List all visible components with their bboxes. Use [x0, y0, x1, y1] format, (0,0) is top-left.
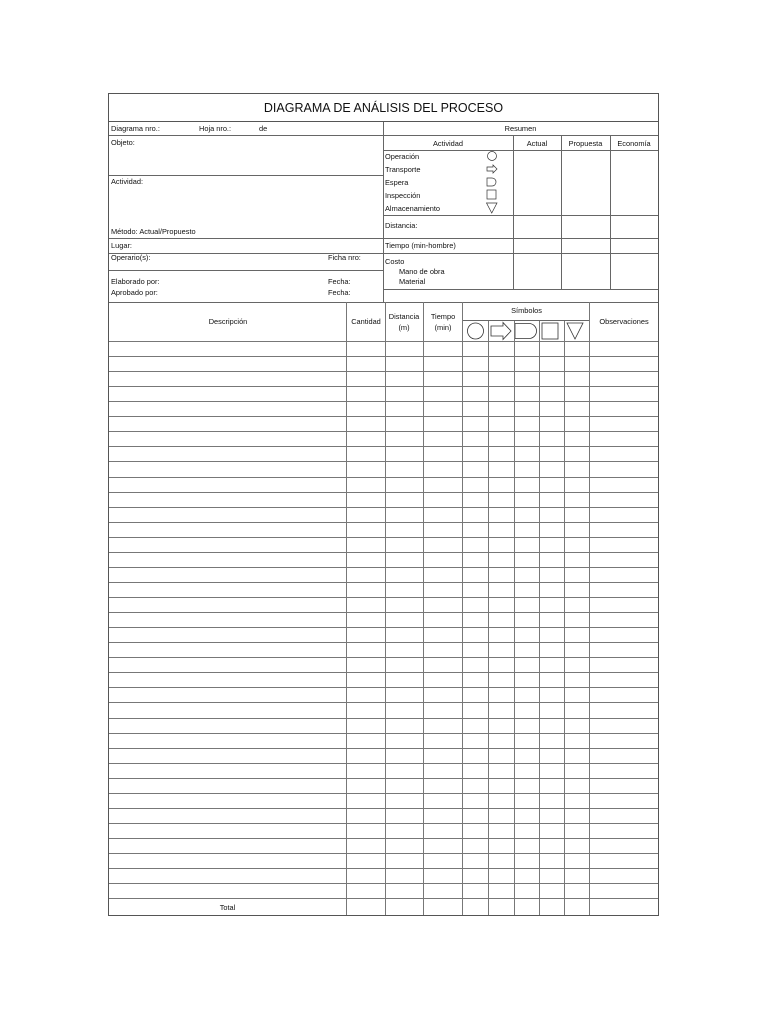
table-row: [109, 687, 658, 688]
table-row: [109, 552, 658, 553]
delay-icon: [487, 178, 496, 186]
activity-delay: Espera: [385, 178, 409, 187]
activity-storage: Almacenamiento: [385, 204, 441, 213]
table-row: [109, 341, 658, 342]
col-distance-unit: (m): [398, 323, 410, 332]
table-row: [109, 446, 658, 447]
activity-transport: Transporte: [385, 165, 421, 174]
delay-icon: [515, 324, 537, 339]
table-row: [109, 763, 658, 764]
operation-icon: [468, 323, 484, 339]
summary-activity-header: Actividad: [433, 139, 463, 148]
table-row: [109, 718, 658, 719]
operation-icon: [488, 152, 497, 161]
table-row: [109, 401, 658, 402]
inspection-icon: [542, 323, 558, 339]
activity-operation: Operación: [385, 152, 420, 161]
labor-label: Mano de obra: [399, 267, 445, 276]
object-label: Objeto:: [111, 138, 135, 147]
table-row: [109, 461, 658, 462]
process-analysis-form: [108, 93, 659, 916]
table-row: [109, 808, 658, 809]
summary-current-header: Actual: [526, 139, 548, 148]
storage-icon: [567, 323, 583, 339]
total-row: [109, 898, 658, 899]
summary-savings-header: Economía: [617, 139, 651, 148]
col-quantity: Cantidad: [351, 317, 381, 326]
col-symbols: Símbolos: [511, 306, 542, 315]
date-label-1: Fecha:: [328, 277, 351, 286]
table-row: [109, 748, 658, 749]
cost-label: Costo: [385, 257, 405, 266]
table-row: [109, 733, 658, 734]
table-row: [109, 868, 658, 869]
table-row: [109, 657, 658, 658]
summary-title: Resumen: [504, 124, 537, 133]
table-row: [109, 507, 658, 508]
table-row: [109, 431, 658, 432]
table-row: [109, 386, 658, 387]
summary-proposed-header: Propuesta: [568, 139, 603, 148]
col-time: Tiempo: [430, 312, 456, 321]
sheet-number-label: Hoja nro.:: [199, 124, 232, 133]
approved-by-label: Aprobado por:: [111, 288, 158, 297]
method-label: Método: Actual/Propuesto: [111, 227, 196, 236]
time-label: Tiempo (min-hombre): [385, 241, 456, 250]
table-header-symbols: [463, 321, 590, 341]
table-row: [109, 823, 658, 824]
table-row: [109, 477, 658, 478]
table-row: [109, 582, 658, 583]
activity-inspection: Inspección: [385, 191, 421, 200]
table-row: [109, 702, 658, 703]
table-row: [109, 838, 658, 839]
table-row: [109, 522, 658, 523]
diagram-number-label: Diagrama nro.:: [111, 124, 160, 133]
table-row: [109, 356, 658, 357]
col-time-unit: (min): [434, 323, 452, 332]
table-row: [109, 883, 658, 884]
table-row: [109, 778, 658, 779]
total-label: Total: [219, 903, 236, 912]
date-label-2: Fecha:: [328, 288, 351, 297]
table-row: [109, 537, 658, 538]
activity-label: Actividad:: [111, 177, 144, 186]
distance-label: Distancia:: [385, 221, 418, 230]
form-title: DIAGRAMA DE ANÁLISIS DEL PROCESO: [109, 94, 658, 122]
storage-icon: [487, 203, 498, 213]
prepared-by-label: Elaborado por:: [111, 277, 160, 286]
table-row: [109, 371, 658, 372]
operators-label: Operario(s):: [111, 253, 151, 262]
table-row: [109, 567, 658, 568]
col-observations: Observaciones: [599, 317, 649, 326]
table-row: [109, 612, 658, 613]
card-number-label: Ficha nro:: [328, 253, 361, 262]
table-row: [109, 672, 658, 673]
inspection-icon: [487, 190, 496, 199]
table-row: [109, 597, 658, 598]
col-description: Descripción: [208, 317, 248, 326]
col-distance: Distancia: [388, 312, 420, 321]
table-row: [109, 492, 658, 493]
table-row: [109, 416, 658, 417]
material-label: Material: [399, 277, 426, 286]
transport-icon: [487, 165, 497, 173]
summary-symbols: [485, 151, 499, 215]
table-row: [109, 642, 658, 643]
transport-icon: [491, 323, 511, 340]
table-row: [109, 627, 658, 628]
header-section: [109, 122, 658, 302]
place-label: Lugar:: [111, 241, 132, 250]
table-row: [109, 793, 658, 794]
sheet-of-label: de: [259, 124, 268, 133]
table-row: [109, 853, 658, 854]
